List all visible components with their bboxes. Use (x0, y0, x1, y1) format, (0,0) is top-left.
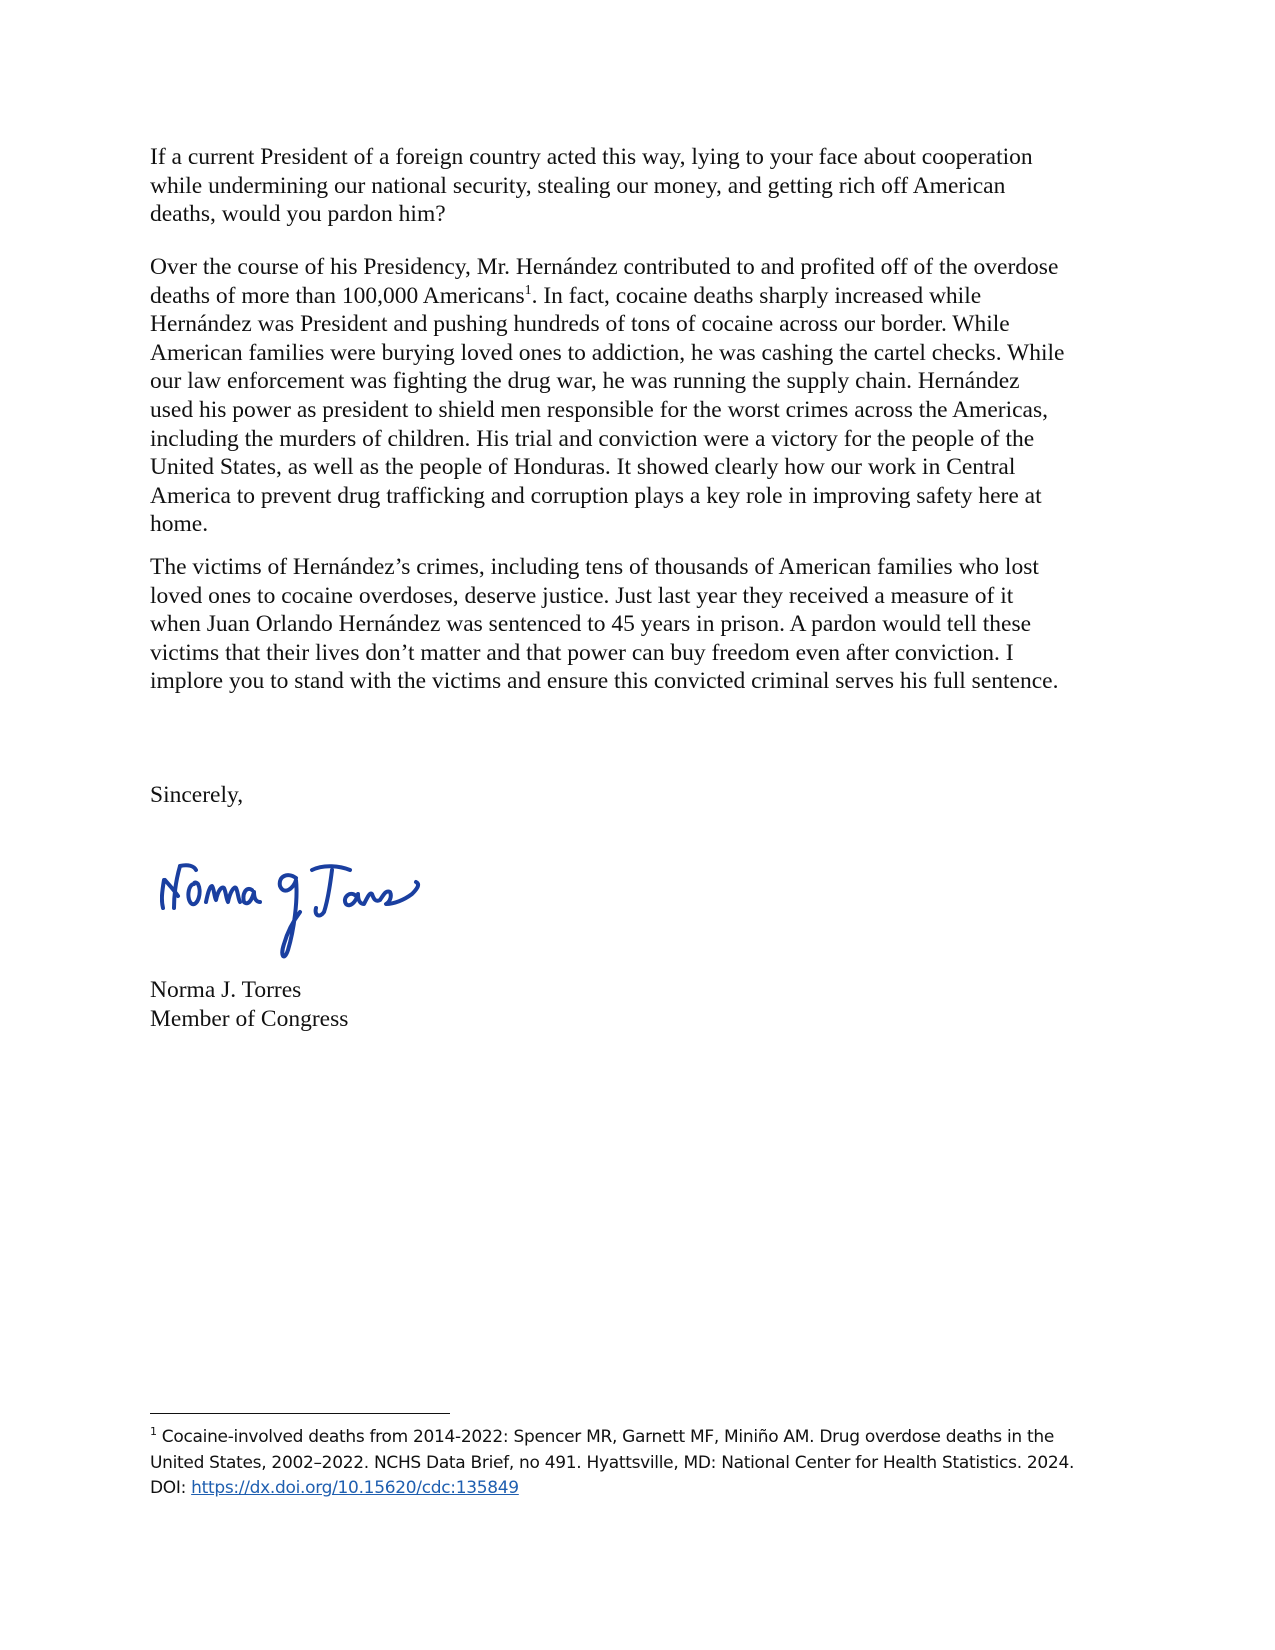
paragraph-1 (150, 143, 1140, 229)
signer-name: Norma J. Torres (150, 977, 302, 1003)
footnote-line: United States, 2002–2022. NCHS Data Brief, no 491. Hyattsville, MD: National Center for Health Statistics. 2024. (150, 1452, 1075, 1473)
signature-block (150, 976, 348, 1033)
text-line: our law enforcement was fighting the drug war, he was running the supply chain. Hernández (150, 368, 1020, 395)
text-line: loved ones to cocaine overdoses, deserve justice. Just last year they received a measure of it (150, 582, 1014, 609)
footnote-line (150, 1425, 1130, 1451)
text-line: Over the course of his Presidency, Mr. Hernández contributed to and profited off of the overdose (150, 254, 1059, 280)
text-segment: deaths of more than 100,000 Americans (150, 282, 525, 309)
text-line: home. (150, 511, 209, 538)
signer-title: Member of Congress (150, 1005, 349, 1032)
paragraph-2 (150, 253, 1140, 539)
text-line: used his power as president to shield men responsible for the worst crimes across the Americas, (150, 396, 1049, 423)
text-line-with-footnote (150, 282, 1140, 311)
text-line: American families were burying loved ones to addiction, he was cashing the cartel checks. While (150, 339, 1065, 366)
footnote-marker: 1 (150, 1425, 157, 1438)
text-line: United States, as well as the people of Honduras. It showed clearly how our work in Central (150, 454, 1016, 481)
footnote-line (150, 1476, 1130, 1502)
text-line: implore you to stand with the victims and ensure this convicted criminal serves his full sentence. (150, 668, 1059, 695)
text-line: victims that their lives don’t matter and that power can buy freedom even after conviction. I (150, 639, 1014, 666)
doi-link[interactable]: https://dx.doi.org/10.15620/cdc:135849 (191, 1478, 519, 1498)
footnote-reference[interactable]: 1 (524, 282, 532, 298)
text-line: deaths, would you pardon him? (150, 201, 446, 228)
text-segment: . In fact, cocaine deaths sharply increased while (531, 282, 982, 309)
signature-image (160, 860, 450, 970)
doi-label: DOI: (150, 1478, 192, 1498)
text-line: The victims of Hernández’s crimes, including tens of thousands of American families who lost (150, 554, 1039, 580)
text-line: America to prevent drug trafficking and corruption plays a key role in improving safety here at (150, 482, 1042, 509)
text-line: when Juan Orlando Hernández was sentenced to 45 years in prison. A pardon would tell these (150, 611, 1032, 638)
footnote-separator (150, 1413, 450, 1414)
footnote-text: Cocaine-involved deaths from 2014-2022: Spencer MR, Garnett MF, Miniño AM. Drug overdose deaths in the (156, 1427, 1054, 1447)
text-line: If a current President of a foreign country acted this way, lying to your face about cooperation (150, 144, 1033, 170)
closing: Sincerely, (150, 782, 244, 808)
text-line: Hernández was President and pushing hundreds of tons of cocaine across our border. While (150, 311, 1010, 338)
text-line: including the murders of children. His trial and conviction were a victory for the people of the (150, 425, 1035, 452)
footnote (150, 1425, 1130, 1502)
paragraph-3 (150, 553, 1140, 696)
text-line: while undermining our national security, stealing our money, and getting rich off American (150, 172, 1006, 199)
